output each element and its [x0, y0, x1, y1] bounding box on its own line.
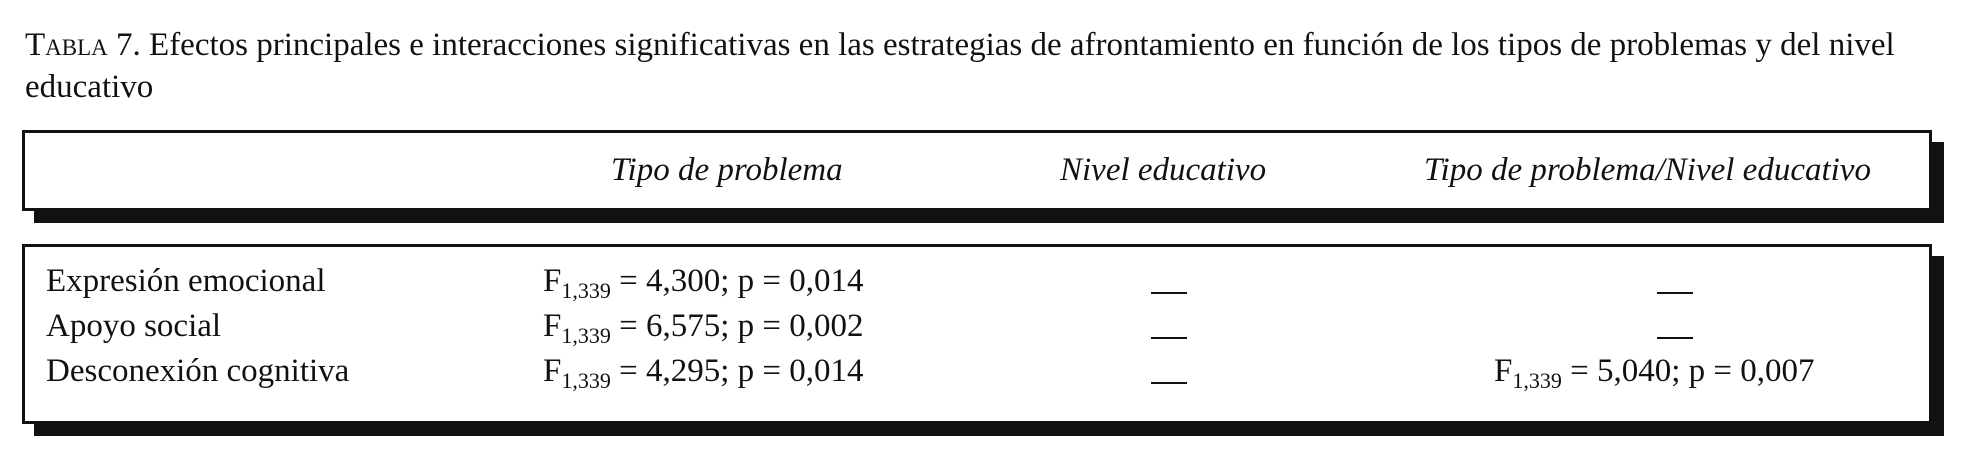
table-row — [25, 259, 1929, 303]
table-row — [25, 304, 1929, 348]
table-label: Tabla 7. — [25, 27, 141, 63]
stat-tipo: $F_{1,339} = 4,300$; p = 0,014 — [543, 263, 864, 303]
row-label: Apoyo social — [46, 308, 222, 344]
empty-dash — [1151, 304, 1187, 348]
stat-tipo: $F_{1,339} = 6,575$; p = 0,002 — [543, 308, 864, 348]
empty-dash — [1151, 349, 1187, 393]
table-caption — [25, 24, 1945, 108]
empty-dash — [1657, 259, 1693, 303]
column-header-nivel: Nivel educativo — [1060, 152, 1267, 188]
table-body — [22, 244, 1932, 424]
column-header-tipo: Tipo de problema — [611, 152, 843, 188]
empty-dash — [1151, 259, 1187, 303]
stat-tipo: $F_{1,339} = 4,295$; p = 0,014 — [543, 353, 864, 393]
column-header-interaccion: Tipo de problema/Nivel educativo — [1424, 152, 1871, 188]
table-row — [25, 349, 1929, 393]
dash-mark — [1151, 292, 1187, 294]
dash-mark — [1657, 337, 1693, 339]
stat-interaccion: $F_{1,339} = 5,040$; p = 0,007 — [1494, 353, 1815, 393]
row-label: Expresión emocional — [46, 263, 326, 299]
dash-mark — [1151, 382, 1187, 384]
dash-mark — [1657, 292, 1693, 294]
table-caption-text: Efectos principales e interacciones significativas en las estrategias de afrontamiento en función de los tipos de problemas y del nivel educativo — [25, 27, 1895, 105]
empty-dash — [1657, 304, 1693, 348]
table-header — [22, 130, 1932, 211]
dash-mark — [1151, 337, 1187, 339]
row-label: Desconexión cognitiva — [46, 353, 350, 389]
